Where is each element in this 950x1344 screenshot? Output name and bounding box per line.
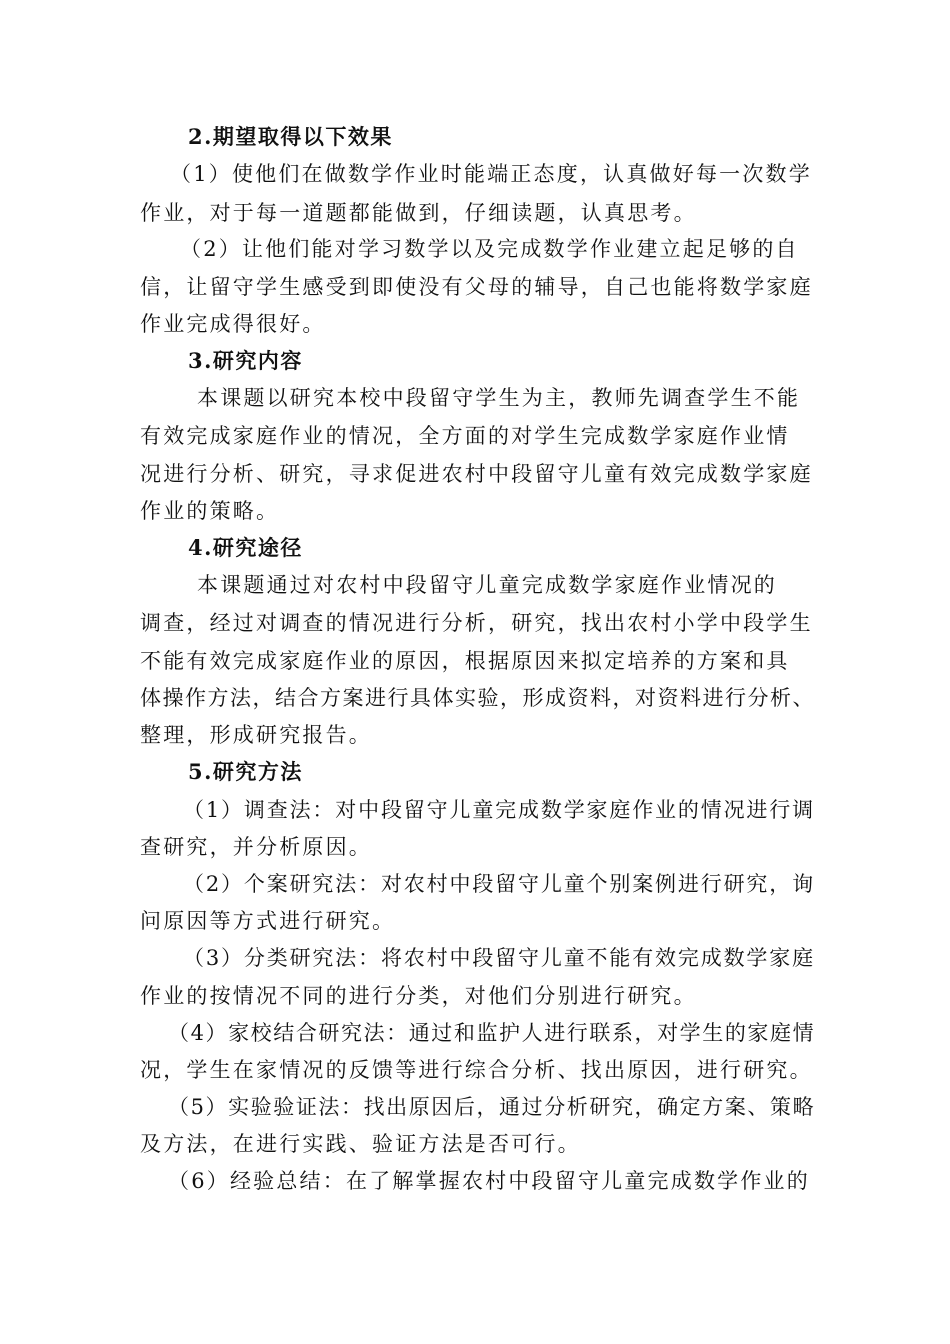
- paragraph-line: （6）经验总结：在了解掌握农村中段留守儿童完成数学作业的: [168, 1169, 810, 1193]
- paragraph-line: 问原因等方式进行研究。: [140, 909, 396, 933]
- paragraph-line: 本课题以研究本校中段留守学生为主，教师先调查学生不能: [197, 386, 801, 410]
- paragraph-line: 及方法，在进行实践、验证方法是否可行。: [140, 1132, 581, 1156]
- paragraph-line: 况进行分析、研究，寻求促进农村中段留守儿童有效完成数学家庭: [140, 462, 813, 486]
- paragraph-line: 作业，对于每一道题都能做到，仔细读题，认真思考。: [140, 201, 697, 225]
- paragraph-line: （5）实验验证法：找出原因后，通过分析研究，确定方案、策略: [168, 1095, 816, 1119]
- section-heading: 5.研究方法: [188, 759, 303, 784]
- paragraph-line: （4）家校结合研究法：通过和监护人进行联系，对学生的家庭情: [168, 1021, 816, 1045]
- section-heading: 3.研究内容: [188, 348, 303, 373]
- paragraph-line: 本课题通过对农村中段留守儿童完成数学家庭作业情况的: [197, 573, 777, 597]
- paragraph-line: 查研究，并分析原因。: [140, 835, 372, 859]
- paragraph-line: （1）使他们在做数学作业时能端正态度，认真做好每一次数学: [170, 162, 812, 186]
- paragraph-line: 调查，经过对调查的情况进行分析，研究，找出农村小学中段学生: [140, 611, 813, 635]
- paragraph-line: 作业完成得很好。: [140, 312, 326, 336]
- paragraph-line: （2）让他们能对学习数学以及完成数学作业建立起足够的自: [180, 237, 799, 261]
- paragraph-line: 况，学生在家情况的反馈等进行综合分析、找出原因，进行研究。: [140, 1058, 813, 1082]
- paragraph-line: 体操作方法，结合方案进行具体实验，形成资料，对资料进行分析、: [140, 686, 815, 710]
- paragraph-line: 作业的按情况不同的进行分类，对他们分别进行研究。: [140, 984, 697, 1008]
- section-heading: 2.期望取得以下效果: [188, 124, 393, 149]
- paragraph-line: 作业的策略。: [140, 499, 280, 523]
- paragraph-line: （2）个案研究法：对农村中段留守儿童个别案例进行研究，询: [183, 872, 815, 896]
- paragraph-line: （3）分类研究法：将农村中段留守儿童不能有效完成数学家庭: [183, 946, 815, 970]
- paragraph-line: 信，让留守学生感受到即使没有父母的辅导，自己也能将数学家庭: [140, 275, 813, 299]
- paragraph-line: 整理，形成研究报告。: [140, 723, 372, 747]
- paragraph-line: 不能有效完成家庭作业的原因，根据原因来拟定培养的方案和具: [140, 649, 790, 673]
- paragraph-line: 有效完成家庭作业的情况，全方面的对学生完成数学家庭作业情: [140, 424, 790, 448]
- section-heading: 4.研究途径: [188, 535, 303, 560]
- paragraph-line: （1）调查法：对中段留守儿童完成数学家庭作业的情况进行调: [183, 798, 815, 822]
